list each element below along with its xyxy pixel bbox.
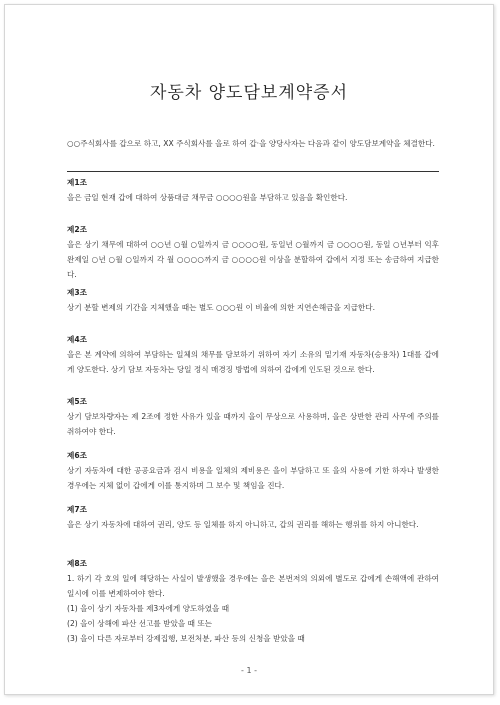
article-body: 을은 본 계약에 의하여 부담하는 일체의 채무를 담보하기 위하여 자기 소유의 밑기재 자동차(승용차) 1대를 갑에게 양도한다. 상기 담보 자동차는 당일 정식 매경징 방법에 의하여 갑에게 인도된 것으로 한다. (67, 350, 439, 374)
article-heading: 제7조 (67, 505, 87, 514)
article-heading: 제3조 (67, 288, 87, 297)
list-item: (3) 을이 다른 자로부터 강제집행, 보전처분, 파산 등의 신청을 받았을 때 (67, 634, 305, 643)
article-heading: 제5조 (67, 397, 87, 406)
article-6 (67, 448, 439, 502)
article-list (67, 601, 439, 646)
page-number: - 1 - (241, 666, 257, 675)
article-heading: 제6조 (67, 451, 87, 460)
article-7 (67, 502, 439, 556)
article-body: 상기 담보차량자는 제 2조에 정한 사유가 있을 때까지 을이 무상으로 사용하며, 을은 상반한 관리 사무에 주의를 쥐하여야 한다. (67, 412, 439, 436)
article-heading: 제8조 (67, 559, 87, 568)
article-heading: 제4조 (67, 335, 87, 344)
article-body: 1. 하기 각 호의 일에 해당하는 사실이 발생했을 경우에는 을은 본번저의 의외에 별도로 갑에게 손해액에 관하여 일시에 이를 변제하여야 한다. (67, 574, 439, 598)
article-body: 을은 금일 현재 갑에 대하여 상품대금 채무금 ○○○○원을 부담하고 있음을 확인한다. (67, 193, 348, 202)
document-title: 자동차 양도담보계약증서 (149, 83, 349, 103)
article-4 (67, 332, 439, 394)
article-3 (67, 285, 439, 332)
article-body: 상기 분할 변제의 기간을 지체했을 때는 별도 ○○○원 이 비율에 의한 지연손해금을 지급한다. (67, 303, 375, 312)
list-item: (1) 을이 상기 자동차를 제3자에게 양도하였을 때 (67, 604, 230, 613)
article-heading: 제2조 (67, 225, 87, 234)
list-item: (2) 을이 상해에 파산 선고를 받았을 때 또는 (67, 619, 213, 628)
article-5 (67, 394, 439, 448)
articles-section (67, 175, 439, 646)
article-body: 을은 상기 채무에 대하여 ○○년 ○월 ○일까지 금 ○○○○원, 동일년 ○월까지 금 ○○○○원, 동일 ○년부터 익후 완제일 ○년 ○월 ○일까지 각 월 ○○○○까지 금 ○○○○원 이상을 분할하여 갑에서 지정 또는 송금하여 지급한다. (67, 240, 439, 279)
intro-paragraph: ○○주식회사를 갑으로 하고, XX 주식회사를 을로 하여 갑·을 양당사자는 다음과 같이 양도담보계약을 체결한다. (67, 139, 435, 148)
article-body: 을은 상기 자동차에 대하여 권리, 양도 등 일체를 하지 아니하고, 갑의 권리를 해하는 행위를 하지 아니한다. (67, 520, 419, 529)
divider (67, 171, 439, 172)
article-8 (67, 556, 439, 646)
article-body: 상기 자동차에 대한 공공요금과 검시 비용을 일체의 제비용은 을이 부담하고 또 을의 사용에 기한 하자나 발생한 경우에는 지체 없이 갑에게 이를 통지하며 그 보수 및 책임을 진다. (67, 466, 439, 490)
article-2 (67, 222, 439, 285)
document-page (4, 4, 494, 695)
article-1 (67, 175, 439, 222)
article-heading: 제1조 (67, 178, 87, 187)
